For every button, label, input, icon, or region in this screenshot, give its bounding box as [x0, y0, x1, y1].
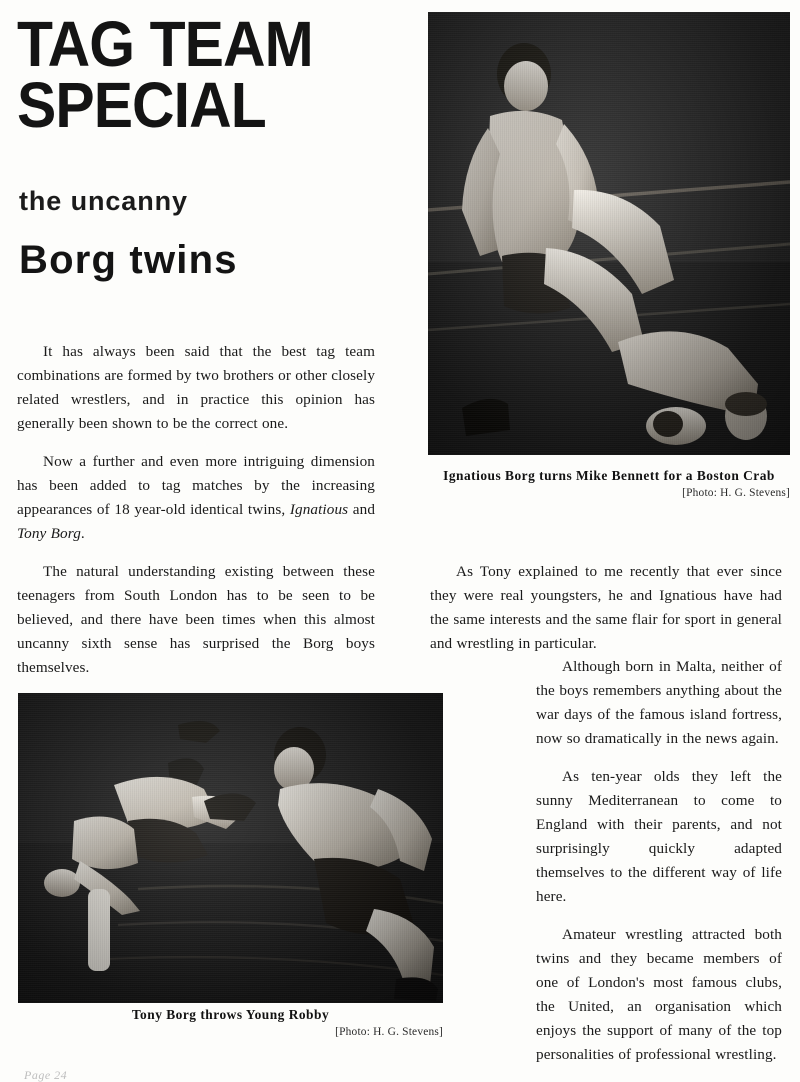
paragraph-6: As ten-year olds they left the sunny Mediterranean to come to England with their parents, and not surprisingly quickly adapted themselves to the different way of life here.	[536, 768, 782, 906]
headline-line-2: SPECIAL	[17, 68, 266, 141]
photo-tony-borg-throw	[18, 693, 443, 1003]
caption-photo-1-credit: [Photo: H. G. Stevens]	[682, 487, 790, 499]
caption-photo-1-title: Ignatious Borg turns Mike Bennett for a Boston Crab	[443, 468, 775, 483]
paragraph-7: Amateur wrestling attracted both twins and they became members of one of London's most famous clubs, the United, an organisation which enjoys the support of many of the top personalities of professional wrestling.	[536, 926, 782, 1064]
body-column-mid	[430, 560, 782, 656]
caption-photo-2-title: Tony Borg throws Young Robby	[131, 1007, 330, 1022]
photo-2-artwork	[18, 693, 443, 1003]
caption-photo-2	[18, 1007, 443, 1038]
paragraph-2-a: Now a further and even more intriguing dimension has been added to tag matches by the increasing appearances of 18 year-old identical twins,	[17, 453, 375, 519]
photo-ignatious-boston-crab	[428, 12, 790, 455]
headline-line-1: TAG TEAM	[17, 8, 313, 80]
paragraph-1: It has always been said that the best tag team combinations are formed by two brothers or other closely related wrestlers, and in practice this opinion has generally been shown to be the correct one.	[17, 343, 376, 433]
subhead-borg-twins: Borg twins	[19, 238, 238, 282]
photo-1-artwork	[428, 12, 790, 455]
page-number: Page 24	[24, 1068, 68, 1082]
paragraph-4: As Tony explained to me recently that ever since they were real youngsters, he and Ignatious have had the same interests and the same flair for sport in general and wrestling in particular.	[430, 563, 782, 653]
page-title	[17, 8, 397, 141]
paragraph-3: The natural understanding existing between these teenagers from South London has to be seen to be believed, and there have been times when this almost uncanny sixth sense has surprised the Borg boys themselves.	[17, 563, 375, 677]
name-tony-borg: Tony Borg	[17, 525, 81, 543]
paragraph-5: Although born in Malta, neither of the boys remembers anything about the war days of the famous island fortress, now so dramatically in the news again.	[536, 658, 782, 748]
paragraph-2	[17, 450, 375, 546]
subhead-uncanny: the uncanny	[19, 186, 188, 216]
caption-photo-2-credit: [Photo: H. G. Stevens]	[335, 1026, 443, 1038]
paragraph-2-b: and	[348, 501, 376, 519]
body-column-right	[536, 655, 782, 1067]
paragraph-2-c: .	[80, 525, 85, 543]
body-column-left	[17, 340, 375, 680]
name-ignatious: Ignatious	[289, 501, 349, 519]
caption-photo-1	[428, 468, 790, 499]
